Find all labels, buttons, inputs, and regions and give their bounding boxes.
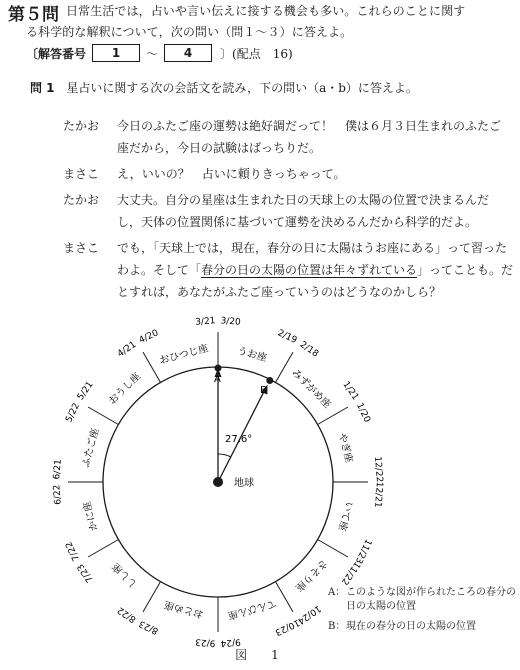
points-label: 〕(配点 16) (220, 46, 293, 61)
boundary-tick (88, 540, 118, 558)
earth-label: 地球 (234, 478, 254, 489)
legend-key: B： (328, 621, 346, 632)
speech (117, 115, 512, 159)
constellation-label: いて座 (335, 500, 355, 532)
boundary-date-left: 1/21 (340, 379, 361, 403)
constellation-label: おひつじ座 (158, 343, 210, 367)
dialogue-turn (63, 189, 515, 233)
boundary-date-left: 8/23 (137, 617, 161, 636)
boundary-date-left: 3/21 (194, 316, 216, 328)
range-tilde: ～ (146, 46, 159, 61)
speech-line: 今日のふたご座の運勢は絶好調だって！ 僕は６月３日生まれのふたご (117, 119, 502, 133)
boundary-date-left: 2/19 (275, 328, 299, 347)
speech-line: でも，「天球上では，現在，春分の日に太陽はうお座にある」って習った (117, 241, 508, 255)
speaker-name: まさこ (63, 167, 100, 181)
speech-line: し，天体の位置関係に基づいて運勢を決めるんだから科学的だよ。 (117, 215, 478, 229)
speech-fragment: 」ってことも。だ (417, 263, 514, 277)
constellation-label: さそり座 (292, 556, 330, 594)
boundary-date-right: 7/22 (64, 539, 83, 563)
answer-number-label: 〔解答番号 (26, 46, 87, 61)
intro-line: 日常生活では，占いや言い伝えに接する機会も多い。これらのことに関す (66, 4, 466, 18)
speech-line (117, 259, 512, 281)
boundary-date-right: 6/21 (52, 458, 64, 480)
constellation-label: みずがめ座 (289, 367, 333, 411)
boundary-tick (88, 407, 118, 425)
angle-arc (218, 454, 231, 457)
answer-box-from: 1 (92, 44, 140, 62)
point-a-dot (215, 365, 222, 372)
speech (117, 163, 512, 185)
constellation-label: しし座 (110, 560, 140, 590)
legend-text: このような図が作られたころの春分の日の太陽の位置 (346, 587, 516, 612)
figure-caption: 図 1 (235, 648, 285, 662)
boundary-date-right: 8/22 (115, 604, 139, 625)
boundary-tick (318, 540, 348, 558)
question-number: 問 1 (30, 81, 55, 95)
speaker-name: たかお (63, 193, 100, 207)
boundary-tick (143, 582, 161, 612)
dialogue-turn (63, 115, 515, 159)
boundary-date-left: 5/22 (64, 401, 83, 425)
boundary-tick (318, 407, 348, 425)
angle-label: 27.6° (225, 434, 253, 445)
question-1 (30, 79, 418, 96)
answer-box-to: 4 (164, 44, 212, 62)
constellation-label: かに座 (81, 500, 101, 532)
underlined-phrase: 春分の日の太陽の位置は年々ずれている (201, 263, 418, 277)
boundary-date-right: 2/18 (297, 339, 321, 360)
constellation-label: ふたご座 (80, 427, 102, 469)
boundary-date-left: 4/21 (115, 339, 139, 360)
answer-number-range (26, 44, 293, 62)
boundary-date-left: 6/22 (52, 484, 64, 506)
constellation-label: うお座 (236, 345, 268, 365)
speaker-name: まさこ (63, 241, 100, 255)
boundary-date-right: 3/20 (220, 316, 242, 328)
point-a-label: A (214, 374, 221, 385)
speech-fragment: わよ。そして「 (117, 263, 202, 277)
constellation-label: やぎ座 (335, 432, 355, 464)
speech (117, 189, 512, 233)
speaker-name: たかお (63, 119, 100, 133)
dialogue (63, 115, 515, 307)
speech-line: 大丈夫。自分の星座は生まれた日の天球上の太陽の位置で決まるんだ (117, 193, 490, 207)
dialogue-turn (63, 237, 515, 303)
boundary-date-left: 9/24 (220, 636, 242, 648)
intro-line: る科学的な解釈について，次の問い（問１～３）に答えよ。 (26, 25, 353, 39)
question-text: 星占いに関する次の会話文を読み，下の問い（a・b）に答えよ。 (66, 81, 418, 95)
earth-and-pointers (213, 365, 273, 490)
legend-item (328, 586, 518, 614)
point-b-dot (266, 377, 273, 384)
boundary-date-left: 12/22 (372, 456, 385, 483)
speech-line: え，いいの？ 占いに頼りきっちゃって。 (117, 167, 346, 181)
legend-text: 現在の春分の日の太陽の位置 (346, 621, 476, 632)
boundary-date-right: 5/21 (75, 379, 96, 403)
boundary-date-right: 4/20 (137, 328, 161, 347)
boundary-date-right: 1/20 (353, 401, 372, 425)
point-b-label: B (260, 385, 267, 396)
speech-line: とすれば，あなたがふたご座っていうのはどうなのかしら？ (117, 285, 442, 299)
constellation-label: おとめ座 (163, 598, 205, 620)
question-title: 第５問 (8, 5, 59, 25)
figure-legend (328, 586, 518, 634)
legend-key: A： (328, 587, 346, 598)
dialogue-turn (63, 163, 515, 185)
legend-item (328, 620, 518, 634)
boundary-date-right: 12/21 (372, 481, 385, 508)
constellation-label: おうし座 (106, 370, 144, 408)
boundary-date-right: 10/23 (273, 616, 301, 637)
boundary-date-left: 10/24 (295, 602, 323, 626)
constellation-label: てんびん座 (226, 597, 278, 621)
boundary-tick (276, 352, 294, 382)
speech (117, 237, 512, 303)
boundary-date-left: 11/23 (352, 537, 373, 565)
boundary-date-right: 11/22 (338, 559, 362, 587)
boundary-date-right: 9/23 (194, 636, 216, 648)
speech-line: 座だから，今日の試験はばっちりだ。 (117, 141, 322, 155)
boundary-date-left: 7/23 (75, 561, 96, 585)
